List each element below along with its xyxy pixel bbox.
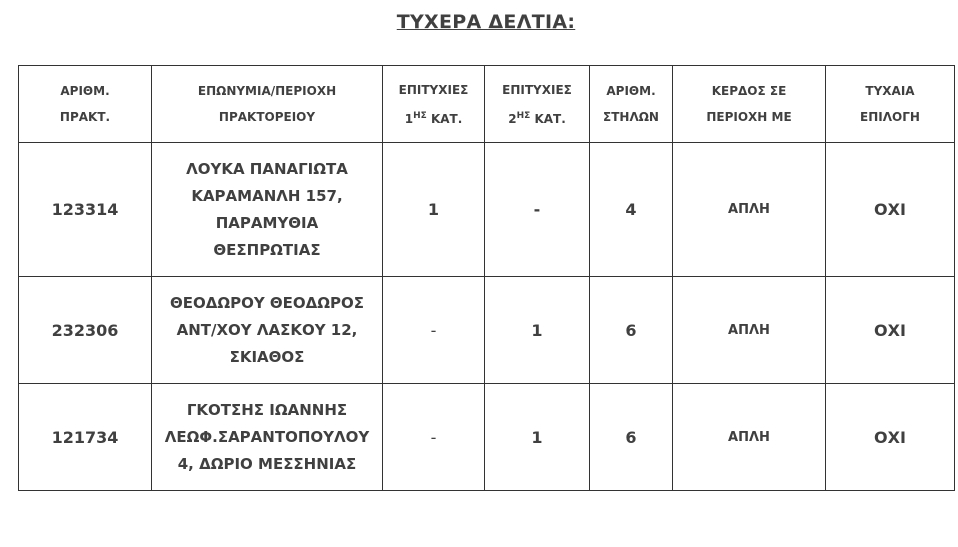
- table-row: [19, 384, 955, 491]
- agent-no-cell: 121734: [19, 384, 152, 491]
- agent-name-cell: ΘΕΟΔΩΡΟΥ ΘΕΟΔΩΡΟΣ ΑΝΤ/ΧΟΥ ΛΑΣΚΟΥ 12, ΣΚΙΑΘΟΣ: [152, 277, 383, 384]
- wins-2nd-cell: 1: [485, 384, 590, 491]
- columns-cell: 4: [590, 143, 673, 277]
- columns-cell: 6: [590, 277, 673, 384]
- header-wins-1st: ΕΠΙΤΥΧΙΕΣ $1^{H\Sigma}$ ΚΑΤ.: [383, 66, 485, 143]
- wins-2nd-cell: 1: [485, 277, 590, 384]
- header-random: ΤΥΧΑΙΑ ΕΠΙΛΟΓΗ: [826, 66, 955, 143]
- header-agent-name: ΕΠΩΝΥΜΙΑ/ΠΕΡΙΟΧΗ ΠΡΑΚΤΟΡΕΙΟΥ: [152, 66, 383, 143]
- random-cell: ΟΧΙ: [826, 384, 955, 491]
- header-wins-2nd: ΕΠΙΤΥΧΙΕΣ $2^{H\Sigma}$ ΚΑΤ.: [485, 66, 590, 143]
- random-cell: ΟΧΙ: [826, 143, 955, 277]
- agent-name-cell: ΓΚΟΤΣΗΣ ΙΩΑΝΝΗΣ ΛΕΩΦ.ΣΑΡΑΝΤΟΠΟΥΛΟΥ 4, ΔΩΡΙΟ ΜΕΣΣΗΝΙΑΣ: [152, 384, 383, 491]
- wins-2nd-cell: -: [485, 143, 590, 277]
- area-cell: ΑΠΛΗ: [673, 277, 826, 384]
- table-row: [19, 143, 955, 277]
- table-row: [19, 277, 955, 384]
- agent-no-cell: 123314: [19, 143, 152, 277]
- agent-name-cell: ΛΟΥΚΑ ΠΑΝΑΓΙΩΤΑ ΚΑΡΑΜΑΝΛΗ 157, ΠΑΡΑΜΥΘΙΑ ΘΕΣΠΡΩΤΙΑΣ: [152, 143, 383, 277]
- wins-1st-cell: 1: [383, 143, 485, 277]
- wins-1st-cell: -: [383, 277, 485, 384]
- header-row: [19, 66, 955, 143]
- area-cell: ΑΠΛΗ: [673, 143, 826, 277]
- random-cell: ΟΧΙ: [826, 277, 955, 384]
- winning-tickets-table: [18, 65, 955, 491]
- header-agent-no: ΑΡΙΘΜ. ΠΡΑΚΤ.: [19, 66, 152, 143]
- area-cell: ΑΠΛΗ: [673, 384, 826, 491]
- header-columns: ΑΡΙΘΜ. ΣΤΗΛΩΝ: [590, 66, 673, 143]
- agent-no-cell: 232306: [19, 277, 152, 384]
- page-title: ΤΥΧΕΡΑ ΔΕΛΤΙΑ:: [396, 11, 576, 33]
- header-area-win: ΚΕΡΔΟΣ ΣΕ ΠΕΡΙΟΧΗ ΜΕ: [673, 66, 826, 143]
- wins-1st-cell: -: [383, 384, 485, 491]
- columns-cell: 6: [590, 384, 673, 491]
